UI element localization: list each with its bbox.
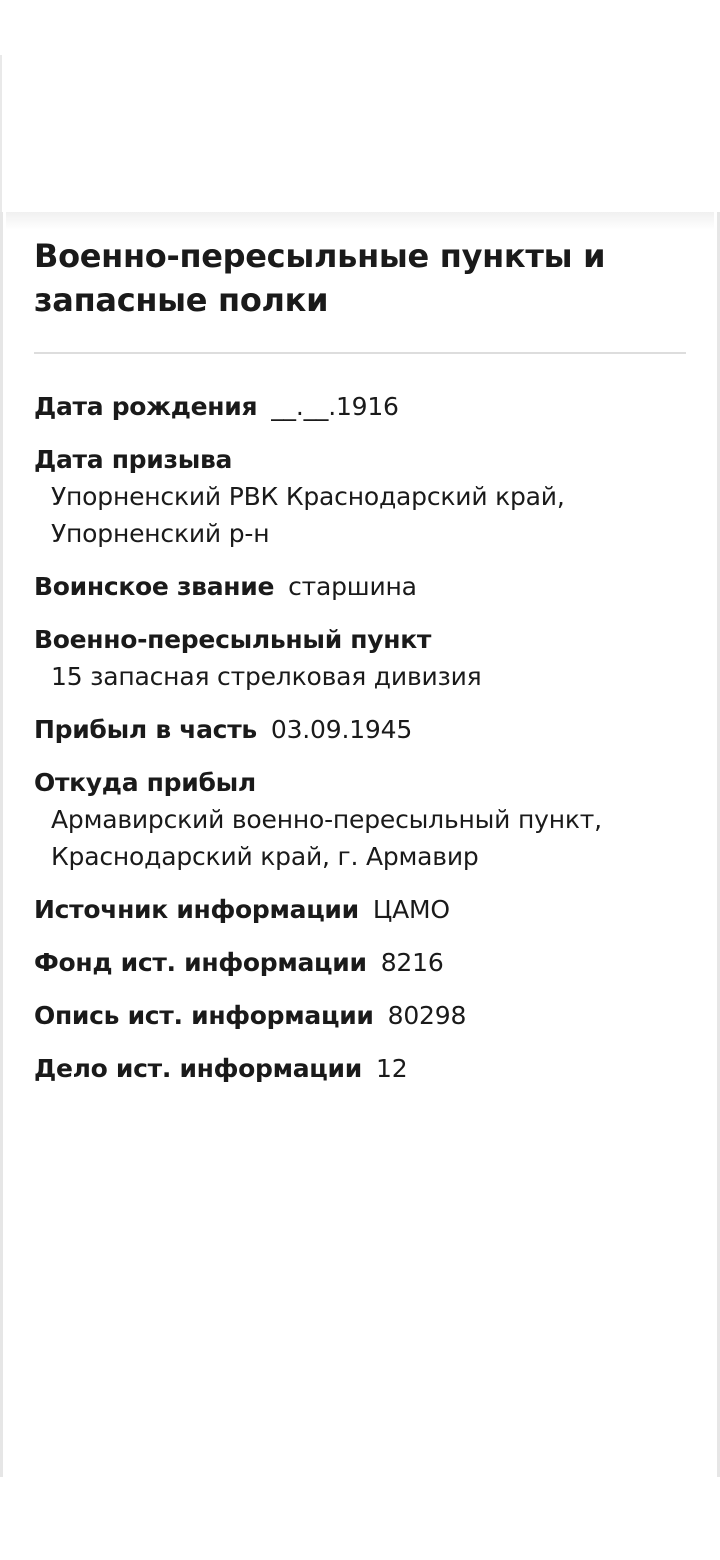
field-label: Воинское звание [34,572,275,601]
field-value: __.__.1916 [271,392,399,421]
field-label: Прибыл в часть [34,715,257,744]
top-blank-area [0,55,720,212]
field-value: 80298 [387,1001,467,1030]
field-value: ЦАМО [372,895,450,924]
card-title: Военно-пересыльные пункты и запасные полки [34,237,606,319]
field-value: Армавирский военно-пересыльный пункт, Краснодарский край, г. Армавир [51,805,602,871]
field-info-source [34,891,686,928]
field-label: Опись ист. информации [34,1001,374,1030]
card-shadow [6,212,714,230]
field-label: Дата призыва [34,445,233,474]
field-label: Дата рождения [34,392,258,421]
field-value: Упорненский РВК Краснодарский край, Упорненский р-н [51,482,565,548]
field-value: старшина [288,572,417,601]
field-info-inventory [34,997,686,1034]
field-arrived-from [34,764,686,875]
field-label: Дело ист. информации [34,1054,362,1083]
field-label: Откуда прибыл [34,768,256,797]
field-value: 15 запасная стрелковая дивизия [51,662,482,691]
field-birth-date [34,388,686,425]
field-value: 03.09.1945 [270,715,413,744]
field-info-fund [34,944,686,981]
field-draft-date [34,441,686,552]
field-label: Военно-пересыльный пункт [34,625,432,654]
field-arrival-date [34,711,686,748]
card-content [34,234,686,1103]
field-label: Источник информации [34,895,359,924]
field-military-rank [34,568,686,605]
field-value: 12 [375,1054,408,1083]
divider [34,352,686,354]
field-info-file [34,1050,686,1087]
field-transit-point [34,621,686,695]
field-label: Фонд ист. информации [34,948,367,977]
field-value: 8216 [380,948,444,977]
record-card [0,212,720,1477]
